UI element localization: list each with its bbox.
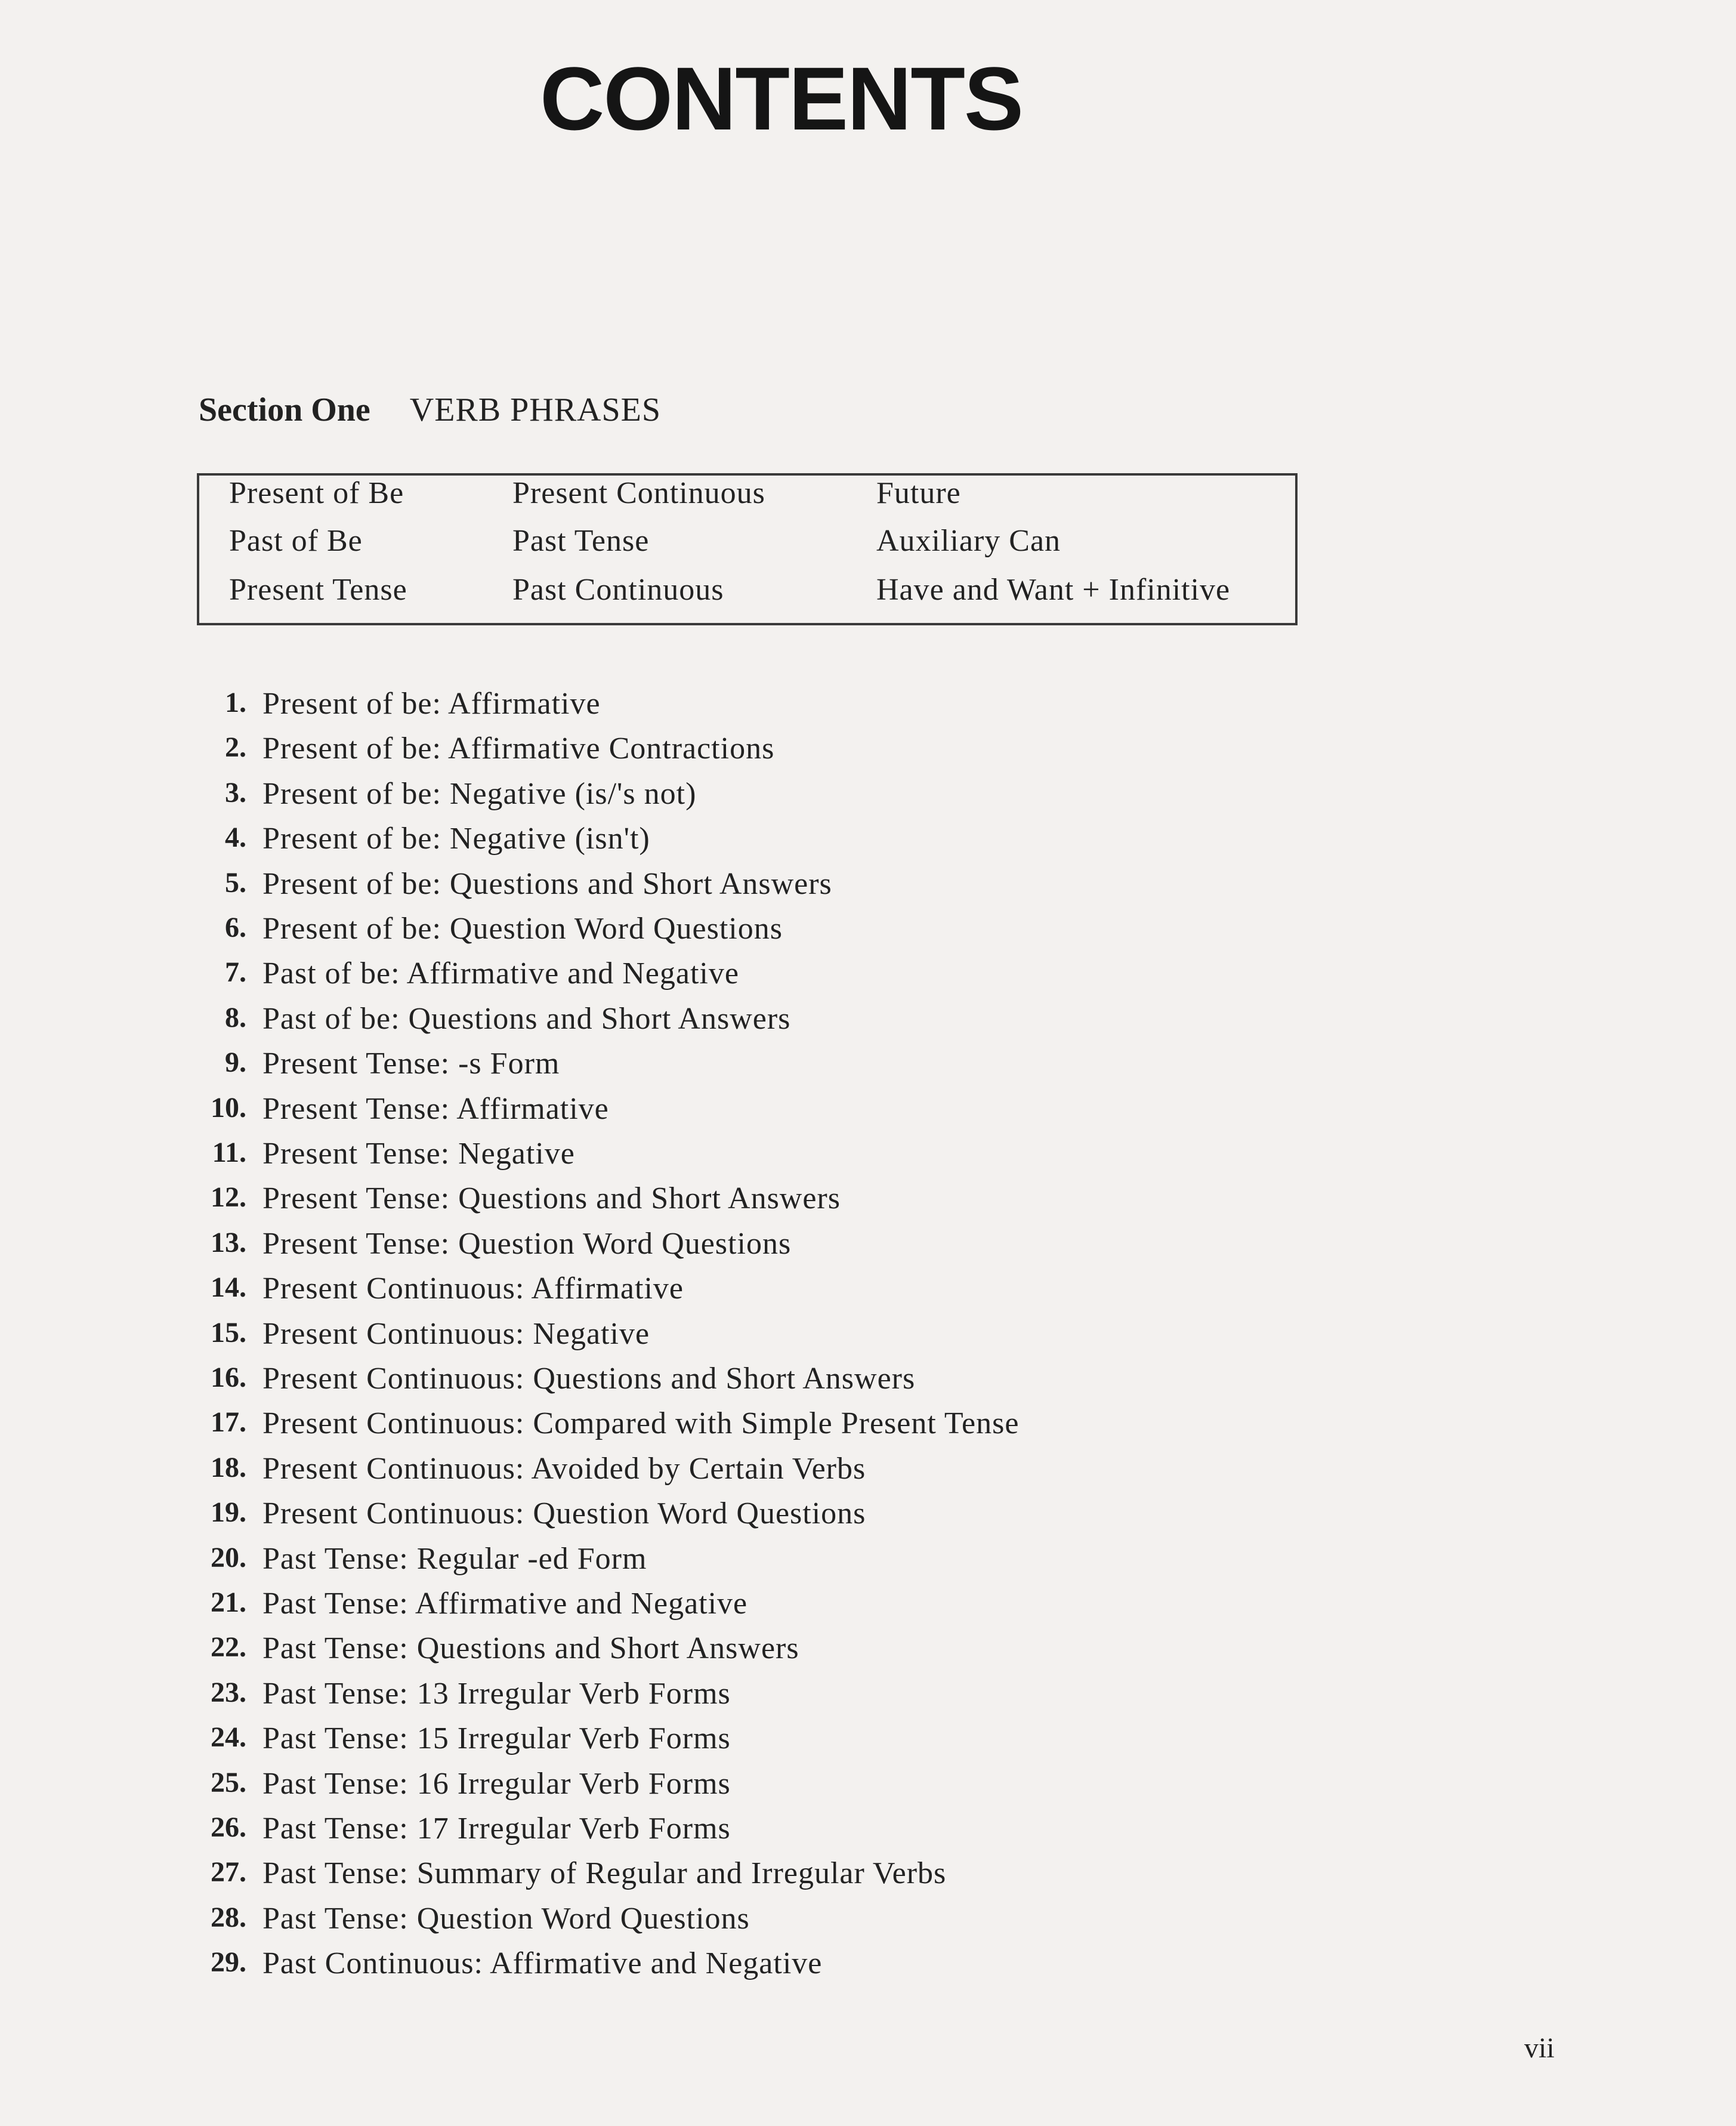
toc-entry-number: 8. xyxy=(225,1001,246,1033)
summary-cell: Past Continuous xyxy=(512,573,724,607)
toc-entry-number: 9. xyxy=(225,1047,246,1079)
toc-entry-number: 24. xyxy=(211,1721,246,1754)
toc-entry-title: Past Tense: 13 Irregular Verb Forms xyxy=(262,1676,731,1711)
summary-cell: Present of Be xyxy=(229,476,404,510)
toc-entry xyxy=(0,1406,1736,1451)
toc-entry-number: 2. xyxy=(225,732,246,764)
toc-entry-title: Present Continuous: Affirmative xyxy=(262,1272,684,1306)
toc-entry xyxy=(0,1136,1736,1181)
toc-entry-number: 28. xyxy=(211,1901,246,1933)
toc-entry-number: 11. xyxy=(212,1137,246,1168)
toc-entry-title: Present Continuous: Negative xyxy=(262,1316,650,1351)
toc-entry-title: Past Tense: Question Word Questions xyxy=(262,1901,750,1936)
toc-entry-title: Present Continuous: Question Word Questions xyxy=(262,1496,866,1531)
toc-entry xyxy=(0,1496,1736,1541)
toc-entry-title: Past of be: Affirmative and Negative xyxy=(262,956,739,991)
toc-entry-title: Present Tense: Questions and Short Answers xyxy=(262,1181,841,1216)
toc-entry xyxy=(0,731,1736,776)
toc-entry-number: 19. xyxy=(211,1496,246,1529)
page-number: vii xyxy=(1524,2032,1555,2064)
toc-entry xyxy=(0,1901,1736,1946)
toc-entry-title: Past Tense: 17 Irregular Verb Forms xyxy=(262,1812,731,1846)
toc-entry xyxy=(0,956,1736,1001)
toc-entry xyxy=(0,1946,1736,1991)
summary-cell: Present Tense xyxy=(229,573,407,607)
toc-entry-number: 7. xyxy=(225,956,246,989)
toc-entry-number: 27. xyxy=(211,1856,246,1889)
section-number: Section One xyxy=(199,391,370,428)
toc-entry xyxy=(0,1766,1736,1811)
toc-entry-number: 14. xyxy=(211,1272,246,1304)
toc-entry xyxy=(0,1631,1736,1676)
toc-entry-title: Past Continuous: Affirmative and Negative xyxy=(262,1946,823,1981)
toc-entry-title: Past Tense: Questions and Short Answers xyxy=(262,1631,799,1666)
toc-entry xyxy=(0,866,1736,911)
toc-entry xyxy=(0,911,1736,956)
toc-entry xyxy=(0,1676,1736,1721)
toc-entry-title: Present Tense: Affirmative xyxy=(262,1091,609,1126)
toc-entry xyxy=(0,1856,1736,1900)
toc-entry xyxy=(0,1046,1736,1091)
summary-cell: Have and Want + Infinitive xyxy=(876,573,1231,607)
toc-entry-number: 25. xyxy=(211,1766,246,1798)
toc-entry-number: 3. xyxy=(225,776,246,809)
toc-entry-title: Present Continuous: Compared with Simple Present Tense xyxy=(262,1406,1020,1441)
toc-entry-title: Present of be: Affirmative xyxy=(262,687,601,721)
summary-cell: Past Tense xyxy=(512,524,650,558)
toc-entry xyxy=(0,1271,1736,1316)
toc-entry-title: Past Tense: Summary of Regular and Irregular Verbs xyxy=(262,1856,947,1891)
toc-entry-number: 18. xyxy=(211,1451,246,1483)
toc-entry xyxy=(0,1091,1736,1136)
summary-cell: Past of Be xyxy=(229,524,363,558)
toc-entry xyxy=(0,1721,1736,1766)
toc-entry xyxy=(0,1181,1736,1226)
summary-cell: Future xyxy=(876,476,961,510)
toc-entry-title: Past Tense: 15 Irregular Verb Forms xyxy=(262,1721,731,1756)
toc-entry-title: Present Tense: Negative xyxy=(262,1137,575,1171)
toc-entry-title: Past Tense: 16 Irregular Verb Forms xyxy=(262,1766,731,1801)
section-summary-box xyxy=(197,473,1298,625)
toc-entry xyxy=(0,686,1736,731)
toc-entry xyxy=(0,1811,1736,1856)
toc-entry-number: 22. xyxy=(211,1631,246,1664)
toc-entry xyxy=(0,1541,1736,1586)
toc-entry xyxy=(0,821,1736,866)
toc-entry-number: 10. xyxy=(211,1091,246,1124)
section-heading xyxy=(199,391,661,429)
toc-entry xyxy=(0,1001,1736,1046)
toc-entry-title: Past Tense: Regular -ed Form xyxy=(262,1541,647,1576)
toc-entry-number: 29. xyxy=(211,1946,246,1979)
toc-entry-title: Present of be: Negative (is/'s not) xyxy=(262,776,697,811)
toc-entry-title: Present Continuous: Avoided by Certain Verbs xyxy=(262,1451,866,1486)
toc-entry-title: Past Tense: Affirmative and Negative xyxy=(262,1587,748,1621)
toc-entry-number: 4. xyxy=(225,822,246,854)
toc-entry xyxy=(0,1451,1736,1496)
summary-cell: Auxiliary Can xyxy=(876,524,1061,558)
toc-entry-number: 20. xyxy=(211,1541,246,1573)
toc-entry xyxy=(0,1361,1736,1406)
toc-entry xyxy=(0,776,1736,821)
toc-entry-number: 16. xyxy=(211,1362,246,1393)
toc-entry xyxy=(0,1226,1736,1271)
toc-entry-number: 26. xyxy=(211,1812,246,1843)
toc-entry-number: 15. xyxy=(211,1316,246,1349)
toc-entry-number: 1. xyxy=(225,687,246,718)
toc-entry-number: 17. xyxy=(211,1406,246,1439)
toc-entry xyxy=(0,1586,1736,1631)
toc-entry-title: Present of be: Affirmative Contractions xyxy=(262,732,775,766)
toc-entry-title: Present Continuous: Questions and Short Answers xyxy=(262,1362,916,1396)
page-title: CONTENTS xyxy=(540,48,1023,149)
toc-entry-number: 21. xyxy=(211,1587,246,1618)
summary-cell: Present Continuous xyxy=(512,476,765,510)
toc-entry-number: 5. xyxy=(225,866,246,899)
toc-entry-title: Present of be: Question Word Questions xyxy=(262,912,783,946)
toc-entry-number: 13. xyxy=(211,1226,246,1258)
toc-entry-title: Present of be: Questions and Short Answers xyxy=(262,866,832,901)
toc-entry-number: 6. xyxy=(225,912,246,943)
toc-entry-title: Past of be: Questions and Short Answers xyxy=(262,1001,791,1036)
toc-entry-title: Present Tense: -s Form xyxy=(262,1047,560,1081)
toc-entry-title: Present of be: Negative (isn't) xyxy=(262,822,650,856)
toc-entry-number: 23. xyxy=(211,1676,246,1708)
toc-entry-title: Present Tense: Question Word Questions xyxy=(262,1226,792,1261)
toc-entry xyxy=(0,1316,1736,1361)
toc-entry-number: 12. xyxy=(211,1181,246,1214)
section-name: VERB PHRASES xyxy=(409,391,661,428)
